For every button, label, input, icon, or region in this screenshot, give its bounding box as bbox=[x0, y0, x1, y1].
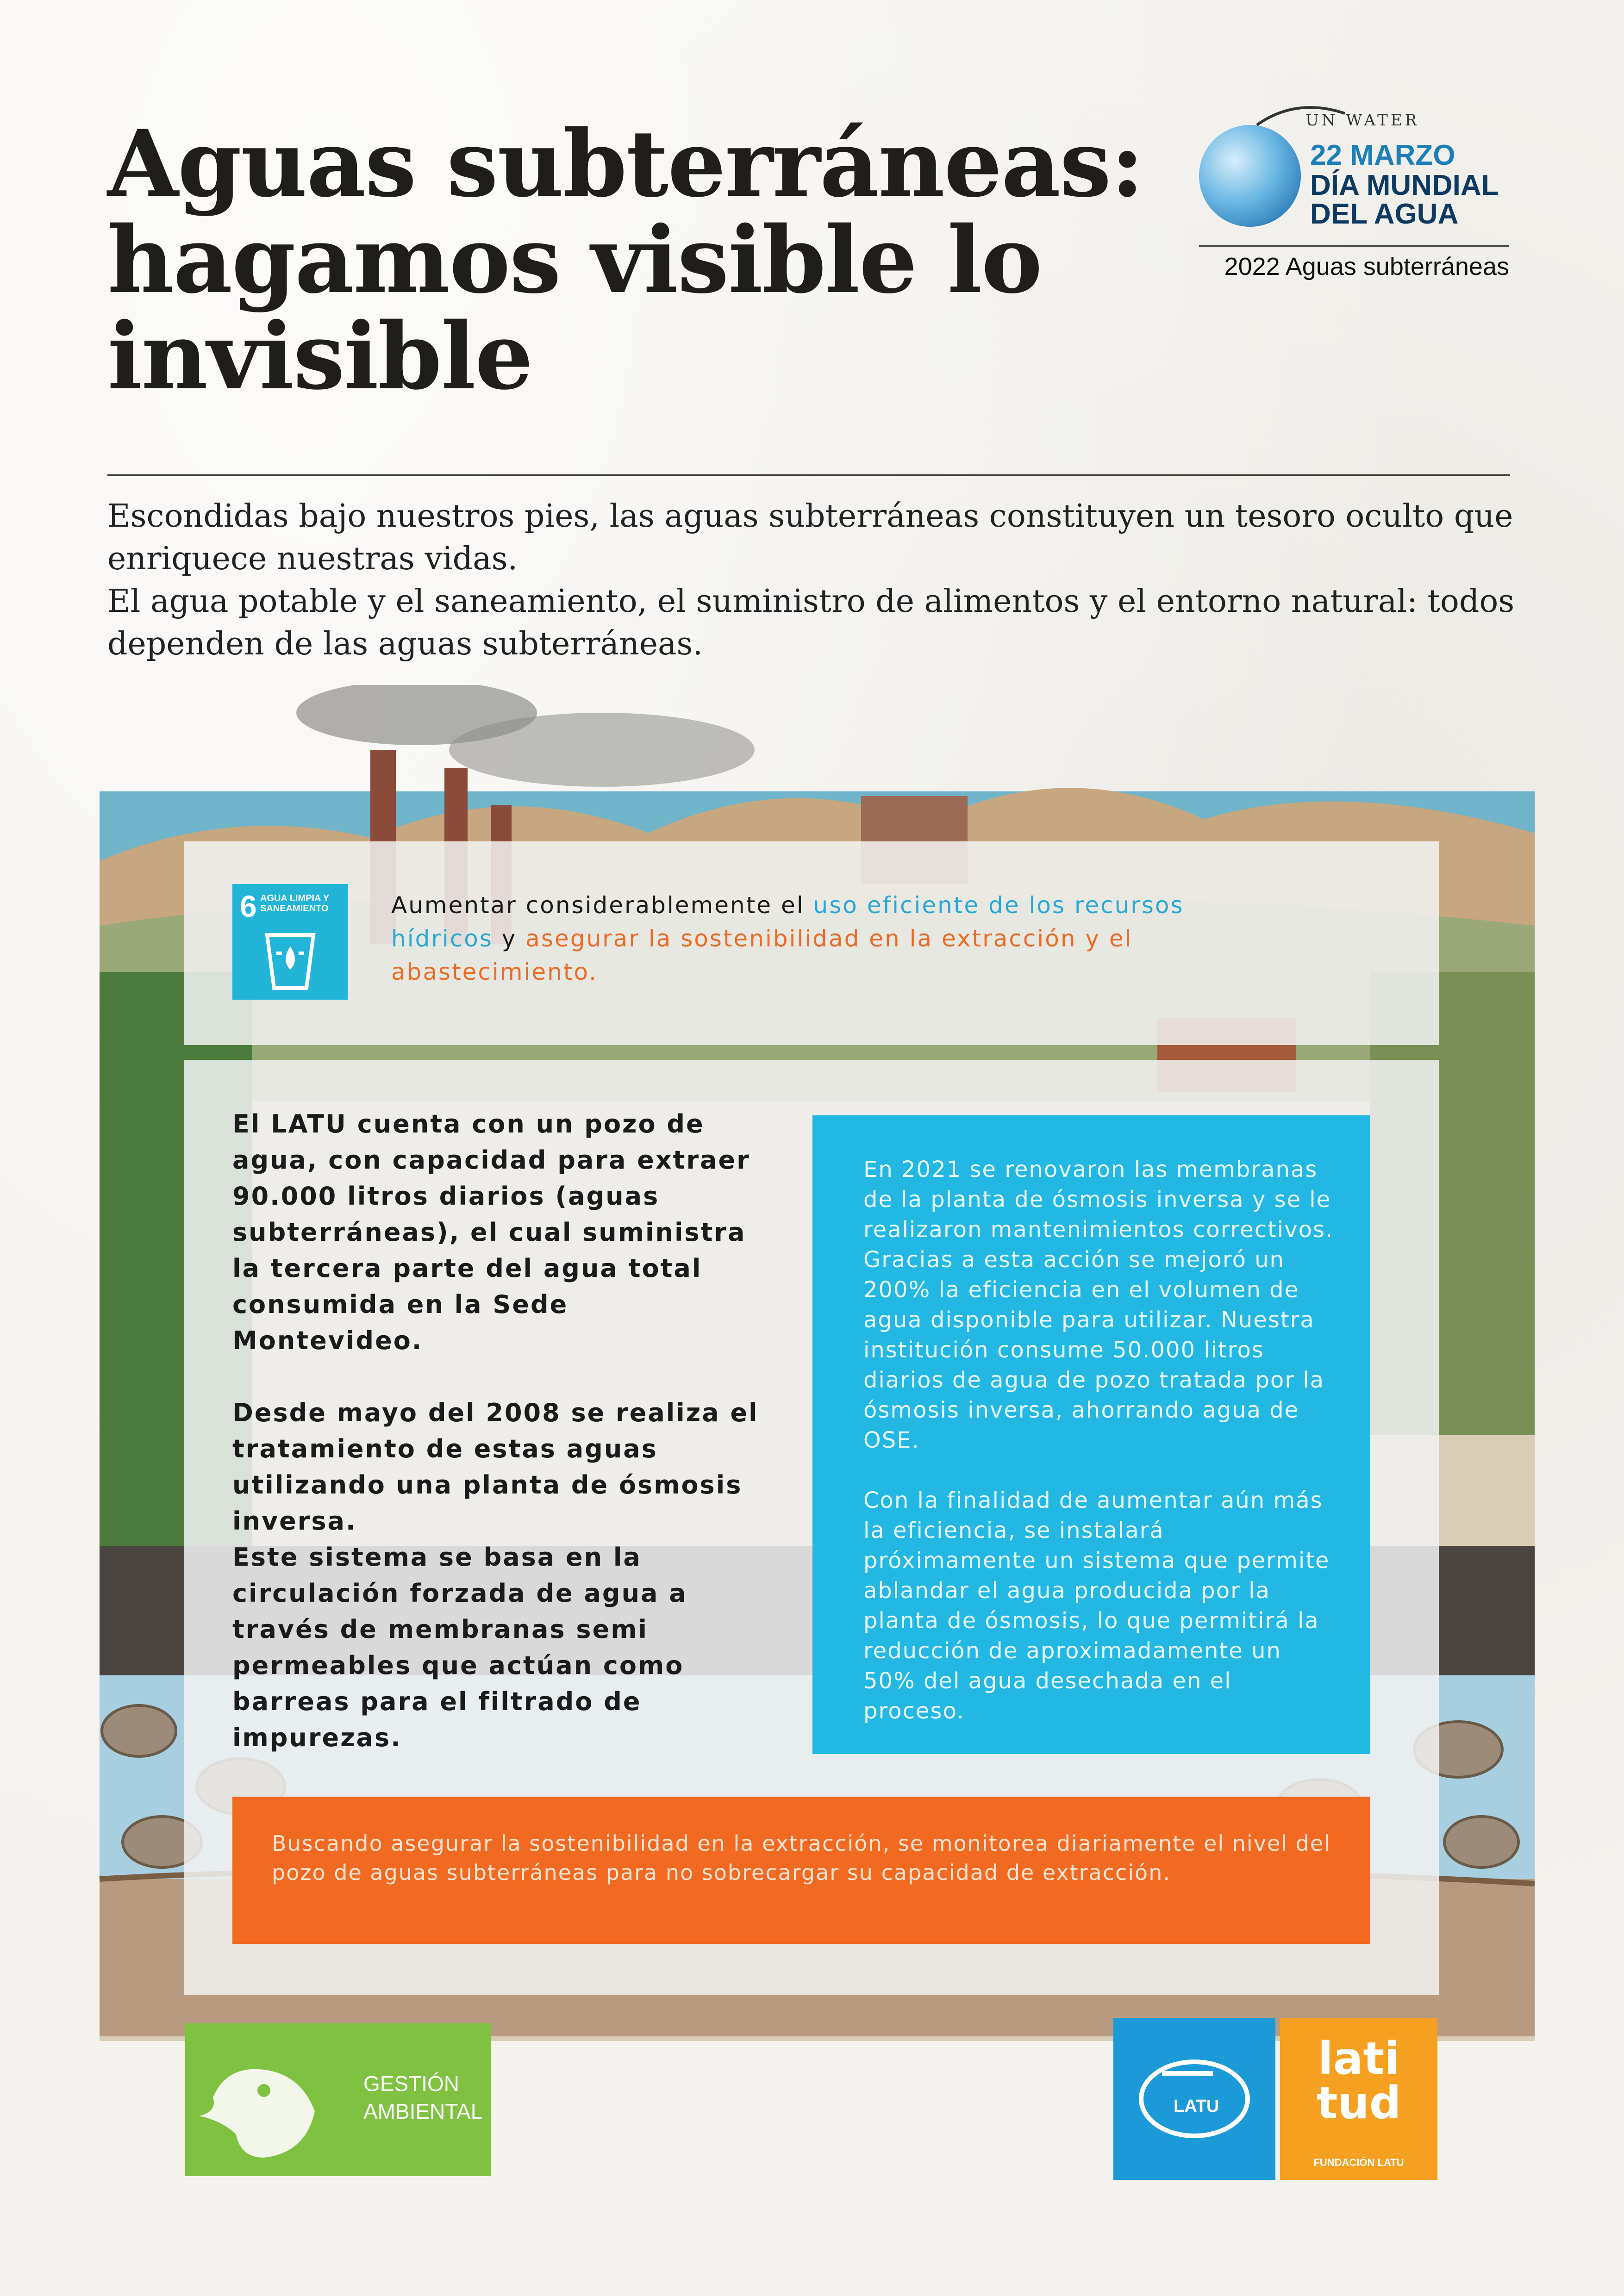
orange-box-text: Buscando asegurar la sostenibilidad en la extracción, se monitorea diariamente el nivel del pozo de aguas subterráneas para no sobrecargar su capacidad de extracción. bbox=[272, 1831, 1331, 1885]
title-line: invisible bbox=[107, 302, 532, 410]
latu-label: LATU bbox=[1174, 2097, 1219, 2116]
event-name-line1: DÍA MUNDIAL bbox=[1310, 169, 1499, 201]
latitud-logo bbox=[1280, 2018, 1437, 2180]
latitud-wordmark: lati tud bbox=[1316, 2033, 1401, 2129]
sdg-label: AGUA LIMPIA Y SANEAMIENTO bbox=[260, 893, 329, 914]
intro-text bbox=[107, 495, 1524, 666]
info-box-blue bbox=[812, 1115, 1370, 1754]
globe-icon bbox=[1199, 125, 1301, 227]
left-paragraph: Este sistema se basa en la circulación forzada de agua a través de membranas semi permeables que actúan como barreas para el filtrado de impurezas. bbox=[232, 1543, 687, 1752]
left-paragraph: El LATU cuenta con un pozo de agua, con capacidad para extraer 90.000 litros diarios (aguas subterráneas), el cual suministra la tercera parte del agua total consumida en la Sede Montevideo. bbox=[232, 1109, 750, 1355]
gestion-ambiental-logo bbox=[185, 2023, 491, 2176]
goal-text-plain: y bbox=[493, 925, 526, 952]
left-paragraph: Desde mayo del 2008 se realiza el tratamiento de estas aguas utilizando una planta de ósmosis inversa. bbox=[232, 1398, 759, 1536]
info-paragraph: En 2021 se renovaron las membranas de la planta de ósmosis inversa y se le realizaron mantenimientos correctivos. Gracias a esta acción se mejoró un 200% la eficiencia en el volumen de agua disponible para utilizar. Nuestra institución consume 50.000 litros diarios de agua de pozo tratada por la ósmosis inversa, ahorrando agua de OSE. bbox=[863, 1157, 1334, 1453]
header-divider bbox=[107, 474, 1510, 476]
sdg-goal-text bbox=[391, 889, 1271, 989]
title-line: hagamos visible lo bbox=[107, 206, 1042, 314]
un-water-logo bbox=[1199, 97, 1523, 292]
goal-highlight-blue: uso eficiente de los recursos hídricos bbox=[391, 892, 1184, 952]
logo-divider bbox=[1199, 245, 1509, 247]
bird-icon bbox=[194, 2042, 333, 2167]
gestion-line: AMBIENTAL bbox=[363, 2099, 483, 2123]
goal-highlight-orange: asegurar la sostenibilidad en la extracción y el abastecimiento. bbox=[391, 925, 1133, 985]
sdg-6-badge bbox=[232, 884, 348, 1000]
event-theme: 2022 Aguas subterráneas bbox=[1224, 253, 1509, 280]
event-date: 22 MARZO bbox=[1310, 139, 1455, 171]
goal-text-plain: Aumentar considerablemente el bbox=[391, 892, 813, 919]
event-name-line2: DEL AGUA bbox=[1310, 198, 1459, 230]
page-title bbox=[107, 110, 1172, 410]
intro-paragraph: El agua potable y el saneamiento, el suministro de alimentos y el entorno natural: todos dependen de las aguas subterráneas. bbox=[107, 583, 1515, 662]
left-column-text bbox=[232, 1106, 765, 1756]
sdg-number: 6 bbox=[240, 889, 257, 923]
latitud-subtitle: FUNDACIÓN LATU bbox=[1313, 2157, 1404, 2168]
info-paragraph: Con la finalidad de aumentar aún más la eficiencia, se instalará próximamente un sistema que permite ablandar el agua producida por la planta de ósmosis, lo que permitirá la reducción de aproximadamente un 50% del agua desechada en el proceso. bbox=[863, 1487, 1330, 1724]
intro-paragraph: Escondidas bajo nuestros pies, las aguas subterráneas constituyen un tesoro oculto que enriquece nuestras vidas. bbox=[107, 498, 1513, 577]
un-water-label: UN WATER bbox=[1305, 111, 1420, 130]
water-glass-icon bbox=[262, 930, 318, 990]
info-box-orange bbox=[232, 1797, 1370, 1944]
gestion-ambiental-label bbox=[363, 2070, 482, 2125]
title-line: Aguas subterráneas: bbox=[107, 110, 1143, 218]
info-box-text bbox=[863, 1155, 1340, 1756]
latu-logo bbox=[1113, 2018, 1275, 2180]
gestion-line: GESTIÓN bbox=[363, 2072, 460, 2096]
